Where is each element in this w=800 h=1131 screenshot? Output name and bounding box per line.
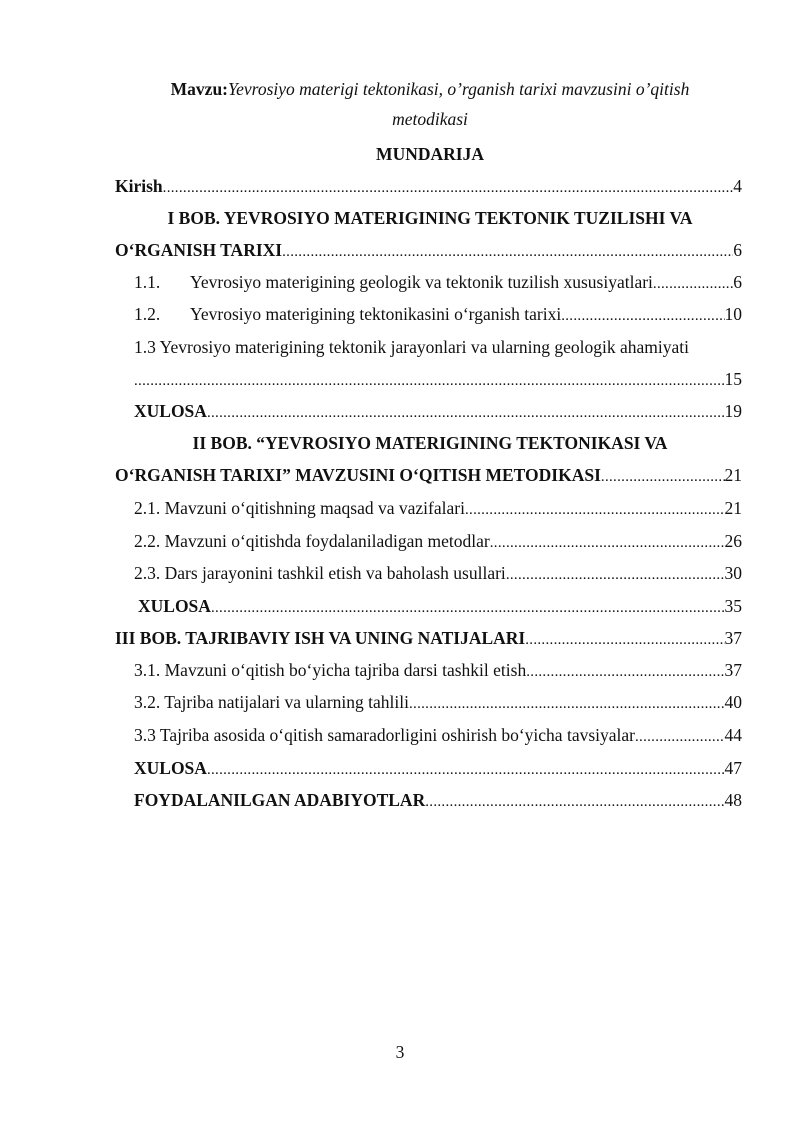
toc-page-number: 4 [733, 176, 742, 196]
dot-leader [163, 176, 734, 200]
toc-chapter-3[interactable] [115, 626, 742, 652]
toc-entry-text: Yevrosiyo materigining tektonikasini o‘rganish tarixi [190, 304, 562, 324]
toc-heading: MUNDARIJA [376, 144, 484, 164]
toc-chapter-2-line2[interactable] [115, 463, 742, 489]
toc-entry-1-3-line2[interactable] [134, 367, 742, 393]
toc-entry-references[interactable] [134, 788, 742, 814]
dot-leader [207, 758, 725, 782]
toc-entry-text: XULOSA [134, 401, 207, 421]
dot-leader [409, 692, 725, 716]
toc-entry-text: 3.3 Tajriba asosida o‘qitish samaradorligini oshirish bo‘yicha tavsiyalar [134, 725, 635, 745]
dot-leader [211, 596, 725, 620]
toc-entry-text: 3.2. Tajriba natijalari va ularning tahlili [134, 692, 409, 712]
toc-page-number: 21 [724, 465, 742, 485]
dot-leader [425, 790, 724, 814]
toc-entry-text: XULOSA [134, 758, 207, 778]
toc-entry-text: FOYDALANILGAN ADABIYOTLAR [134, 790, 426, 810]
topic-label: Mavzu: [170, 79, 229, 99]
toc-page-number: 47 [724, 758, 742, 778]
toc-entry-number: 1.2. [134, 304, 161, 324]
toc-chapter-1-line2[interactable] [115, 238, 742, 264]
toc-page-number: 6 [733, 272, 742, 292]
toc-page-number: 48 [724, 790, 742, 810]
dot-leader [465, 498, 725, 522]
toc-entry-text: III BOB. TAJRIBAVIY ISH VA UNING NATIJALARI [115, 628, 526, 648]
toc-page-number: 37 [724, 660, 742, 680]
toc-page-number: 10 [724, 304, 742, 324]
dot-leader [525, 628, 724, 652]
toc-page-number: 37 [724, 628, 742, 648]
toc-entry-xulosa-3[interactable] [134, 756, 742, 782]
toc-page-number: 35 [724, 596, 742, 616]
toc-entry-text: 3.1. Mavzuni o‘qitish bo‘yicha tajriba darsi tashkil etish [134, 660, 527, 680]
toc-entry-text: Kirish [115, 176, 163, 196]
toc-entry-1-2[interactable] [134, 302, 742, 328]
dot-leader [282, 240, 733, 264]
toc-entry-2-3[interactable] [134, 561, 742, 587]
document-topic [110, 74, 750, 134]
toc-entry-text: XULOSA [138, 596, 211, 616]
toc-page-number: 6 [733, 240, 742, 260]
toc-entry-3-2[interactable] [134, 690, 742, 716]
toc-entry-text: 2.1. Mavzuni o‘qitishning maqsad va vazifalari [134, 498, 465, 518]
toc-page-number: 30 [724, 563, 742, 583]
toc-entry-text: O‘RGANISH TARIXI [115, 240, 283, 260]
toc-entry-3-3[interactable] [134, 723, 742, 749]
dot-leader [506, 563, 725, 587]
toc-page-number: 19 [724, 401, 742, 421]
toc-entry-1-3-line1[interactable] [134, 335, 742, 359]
toc-entry-intro[interactable] [115, 174, 742, 200]
toc-entry-number: 1.1. [134, 272, 161, 292]
toc-page-number: 44 [724, 725, 742, 745]
toc-entry-1-1[interactable] [134, 270, 742, 296]
topic-title-line2: metodikasi [392, 109, 468, 129]
page-number: 3 [395, 1042, 405, 1062]
toc-entry-2-2[interactable] [134, 529, 742, 555]
toc-page-number: 26 [724, 531, 742, 551]
dot-leader [653, 272, 733, 296]
dot-leader [561, 304, 724, 328]
toc-entry-text: Yevrosiyo materigining geologik va tektonik tuzilish xususiyatlari [190, 272, 653, 292]
dot-leader [601, 465, 725, 489]
dot-leader [134, 369, 725, 393]
topic-title-line1: Yevrosiyo materigi tektonikasi, o’rganish tarixi mavzusini o’qitish [228, 79, 690, 99]
toc-entry-text: 2.3. Dars jarayonini tashkil etish va baholash usullari [134, 563, 506, 583]
dot-leader [490, 531, 725, 555]
toc-page-number: 15 [724, 369, 742, 389]
toc-entry-3-1[interactable] [134, 658, 742, 684]
toc-page-number: 40 [724, 692, 742, 712]
dot-leader [526, 660, 724, 684]
toc-chapter-2-line1[interactable]: II BOB. “YEVROSIYO MATERIGINING TEKTONIKASI VA [192, 433, 668, 453]
toc-entry-xulosa-2[interactable] [138, 594, 742, 620]
dot-leader [207, 401, 725, 425]
toc-page-number: 21 [724, 498, 742, 518]
toc-entry-xulosa-1[interactable] [134, 399, 742, 425]
toc-chapter-1-line1[interactable]: I BOB. YEVROSIYO MATERIGINING TEKTONIK TUZILISHI VA [167, 208, 693, 228]
toc-entry-2-1[interactable] [134, 496, 742, 522]
toc-entry-text: 2.2. Mavzuni o‘qitishda foydalaniladigan metodlar [134, 531, 490, 551]
toc-entry-text: O‘RGANISH TARIXI” MAVZUSINI O‘QITISH METODIKASI [115, 465, 601, 485]
dot-leader [635, 725, 725, 749]
toc-entry-text: 1.3 Yevrosiyo materigining tektonik jarayonlari va ularning geologik ahamiyati [134, 337, 690, 357]
